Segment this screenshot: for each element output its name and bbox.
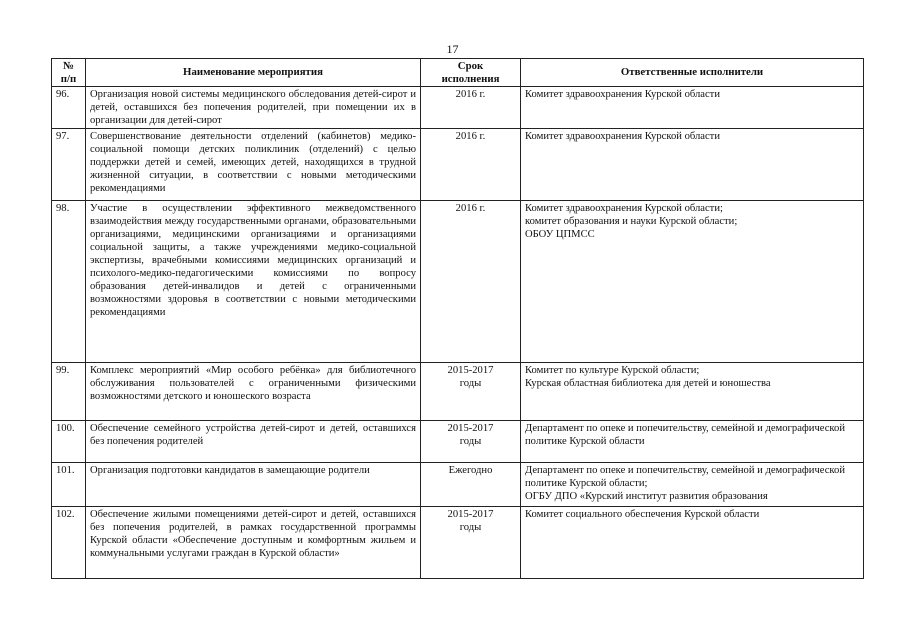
row-responsible [521, 87, 864, 129]
header-term-line: исполнения [441, 72, 500, 85]
row-term [421, 421, 521, 463]
responsible-line: Комитет по культуре Курской области; [525, 365, 700, 376]
row-number: 96. [52, 87, 86, 129]
row-responsible [521, 363, 864, 421]
header-num [52, 59, 86, 87]
table-row [52, 87, 864, 129]
table-row [52, 363, 864, 421]
responsible-line: Комитет здравоохранения Курской области [525, 131, 720, 142]
header-num-line: п/п [60, 72, 77, 85]
row-number: 102. [52, 507, 86, 579]
responsible-line: Курская областная библиотека для детей и юношества [525, 378, 771, 389]
row-responsible [521, 201, 864, 363]
table-row [52, 463, 864, 507]
measures-table [51, 58, 864, 579]
responsible-line: ОГБУ ДПО «Курский институт развития образования [525, 491, 768, 502]
responsible-line: Комитет здравоохранения Курской области [525, 89, 720, 100]
header-num-line: № [63, 60, 74, 72]
header-name: Наименование мероприятия [86, 59, 421, 87]
header-term [421, 59, 521, 87]
term-line: 2016 г. [455, 131, 486, 142]
table-row [52, 507, 864, 579]
row-measure: Обеспечение семейного устройства детей-сирот и детей, оставшихся без попечения родителей [86, 421, 421, 463]
responsible-line: Комитет здравоохранения Курской области; [525, 203, 723, 214]
responsible-line: Комитет социального обеспечения Курской области [525, 509, 760, 520]
row-number: 100. [52, 421, 86, 463]
table-row [52, 129, 864, 201]
row-measure: Организация новой системы медицинского обследования детей-сирот и детей, оставшихся без попечения родителей, при помещении их в организации для детей-сирот [86, 87, 421, 129]
term-line: годы [459, 436, 482, 447]
responsible-line: ОБОУ ЦПМСС [525, 229, 595, 240]
row-term [421, 201, 521, 363]
term-line: годы [459, 378, 482, 389]
row-responsible [521, 507, 864, 579]
table-header-row [52, 59, 864, 87]
term-line: 2016 г. [455, 89, 486, 100]
term-line: Ежегодно [448, 465, 493, 476]
row-term [421, 463, 521, 507]
header-term-line: Срок [457, 60, 484, 72]
row-term [421, 87, 521, 129]
responsible-line: Департамент по опеке и попечительству, семейной и демографической политике Курской области [525, 423, 846, 447]
term-line: 2016 г. [455, 203, 486, 214]
row-number: 99. [52, 363, 86, 421]
row-measure: Организация подготовки кандидатов в замещающие родители [86, 463, 421, 507]
row-measure: Обеспечение жилыми помещениями детей-сирот и детей, оставшихся без попечения родителей, в рамках государственной программы Курской области «Обеспечение доступным и комфортным жильем и коммунальными услугами граждан в Курской области» [86, 507, 421, 579]
row-responsible [521, 463, 864, 507]
term-line: 2015-2017 [447, 509, 494, 520]
row-measure: Совершенствование деятельности отделений (кабинетов) медико-социальной помощи детских поликлиник (отделений) с целью поддержки детей и семей, имеющих детей, находящихся в трудной жизненной ситуации, в соответствии с новыми методическими рекомендациями [86, 129, 421, 201]
row-measure: Участие в осуществлении эффективного межведомственного взаимодействия между государственными органами, образовательными организациями, медицинскими организациями и организациями социальной защиты, а также учреждениями медико-социальной экспертизы, врачебными комиссиями медицинских организаций и психолого-медико-педагогическими комиссиями по вопросу образования детей-инвалидов и детей с ограниченными возможностями здоровья в соответствии с новыми методическими рекомендациями [86, 201, 421, 363]
responsible-line: Департамент по опеке и попечительству, семейной и демографической политике Курской области; [525, 465, 846, 489]
header-responsible: Ответственные исполнители [521, 59, 864, 87]
table-row [52, 421, 864, 463]
page-number: 17 [446, 42, 459, 56]
term-line: 2015-2017 [447, 423, 494, 434]
row-responsible [521, 129, 864, 201]
row-number: 101. [52, 463, 86, 507]
row-term [421, 507, 521, 579]
responsible-line: комитет образования и науки Курской области; [525, 216, 738, 227]
term-line: 2015-2017 [447, 365, 494, 376]
row-number: 97. [52, 129, 86, 201]
row-term [421, 129, 521, 201]
table-row [52, 201, 864, 363]
row-number: 98. [52, 201, 86, 363]
row-term [421, 363, 521, 421]
row-responsible [521, 421, 864, 463]
row-measure: Комплекс мероприятий «Мир особого ребёнка» для библиотечного обслуживания пользователей с ограниченными физическими возможностями детского и юношеского возраста [86, 363, 421, 421]
term-line: годы [459, 522, 482, 533]
